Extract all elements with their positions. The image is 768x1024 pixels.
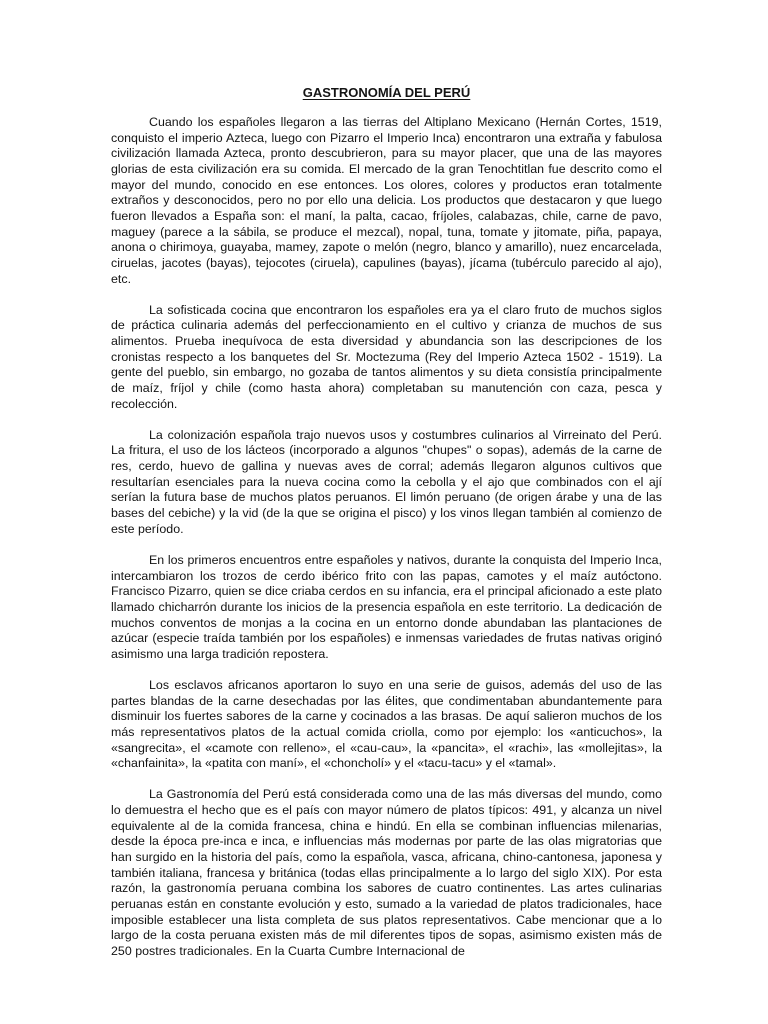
paragraph-1: Cuando los españoles llegaron a las tierras del Altiplano Mexicano (Hernán Cortes, 1519, conquisto el imperio Azteca, luego con Pizarro el Imperio Inca) encontraron una extraña y fabulosa civilización llamada Azteca, pronto descubrieron, para su mayor placer, que una de las mayores glorias de esta civilización era su comida. El mercado de la gran Tenochtitlan fue descrito como el mayor del mundo, conocido en ese entonces. Los olores, colores y productos eran totalmente extraños y desconocidos, pero no por ello una delicia. Los productos que destacaron y que luego fueron llevados a España son: el maní, la palta, cacao, fríjoles, calabazas, chile, carne de pavo, maguey (parece a la sábila, se produce el mezcal), nopal, tuna, tomate y jitomate, piña, papaya, anona o chirimoya, guayaba, mamey, zapote o melón (negro, blanco y amarillo), nuez encarcelada, ciruelas, jacotes (bayas), tejocotes (ciruela), capulines (bayas), jícama (tubérculo parecido al ajo), etc. [111, 115, 662, 286]
paragraph-5: Los esclavos africanos aportaron lo suyo en una serie de guisos, además del uso de las partes blandas de la carne desechadas por las élites, que condimentaban abundantemente para disminuir los fuertes sabores de la carne y cocinados a las brasas. De aquí salieron muchos de los más representativos platos de la actual comida criolla, como por ejemplo: los «anticuchos», la «sangrecita», el «camote con relleno», el «cau-cau», la «pancita», el «rachi», las «mollejitas», la «chanfainita», la «patita con maní», el «choncholí» y el «tacu-tacu» y el «tamal». [111, 678, 662, 771]
document-body [111, 85, 662, 975]
page-title: GASTRONOMÍA DEL PERÚ [302, 85, 471, 100]
paragraph-4: En los primeros encuentros entre españoles y nativos, durante la conquista del Imperio Inca, intercambiaron los trozos de cerdo ibérico frito con las papas, camotes y el maíz autóctono. Francisco Pizarro, quien se dice criaba cerdos en su infancia, era el principal aficionado a este plato llamado chicharrón durante los inicios de la presencia española en este territorio. La dedicación de muchos conventos de monjas a la cocina en un entorno donde abundaban las plantaciones de azúcar (especie traída también por los españoles) e inmensas variedades de frutas nativas originó asimismo una larga tradición repostera. [111, 552, 662, 661]
paragraph-2: La sofisticada cocina que encontraron los españoles era ya el claro fruto de muchos siglos de práctica culinaria además del perfeccionamiento en el cultivo y crianza de muchos de sus alimentos. Prueba inequívoca de esta diversidad y abundancia son las descripciones de los cronistas respecto a los banquetes del Sr. Moctezuma (Rey del Imperio Azteca 1502 - 1519). La gente del pueblo, sin embargo, no gozaba de tantos alimentos y su dieta consistía principalmente de maíz, fríjol y chile (como hasta ahora) completaban su manutención con caza, pesca y recolección. [111, 302, 662, 411]
paragraph-6: La Gastronomía del Perú está considerada como una de las más diversas del mundo, como lo demuestra el hecho que es el país con mayor número de platos típicos: 491, y alcanza un nivel equivalente al de la comida francesa, china e hindú. En ella se combinan influencias milenarias, desde la época pre-inca e inca, e influencias más modernas por parte de las olas migratorias que han surgido en la historia del país, como la española, vasca, africana, chino-cantonesa, japonesa y también italiana, francesa y británica (todas ellas principalmente a lo largo del siglo XIX). Por esta razón, la gastronomía peruana combina los sabores de cuatro continentes. Las artes culinarias peruanas están en constante evolución y esto, sumado a la variedad de platos tradicionales, hace imposible establecer una lista completa de sus platos representativos. Cabe mencionar que a lo largo de la costa peruana existen más de mil diferentes tipos de sopas, asimismo existen más de 250 postres tradicionales. En la Cuarta Cumbre Internacional de [111, 787, 662, 958]
paragraph-3: La colonización española trajo nuevos usos y costumbres culinarios al Virreinato del Perú. La fritura, el uso de los lácteos (incorporado a algunos "chupes" o sopas), además de la carne de res, cerdo, huevo de gallina y nuevas aves de corral; además llegaron algunos cultivos que resultarían esenciales para la nueva cocina como la cebolla y el ajo que combinados con el ají serían la futura base de muchos platos peruanos. El limón peruano (de origen árabe y una de las bases del cebiche) y la vid (de la que se origina el pisco) y los vinos llegan también al comienzo de este período. [111, 427, 662, 536]
